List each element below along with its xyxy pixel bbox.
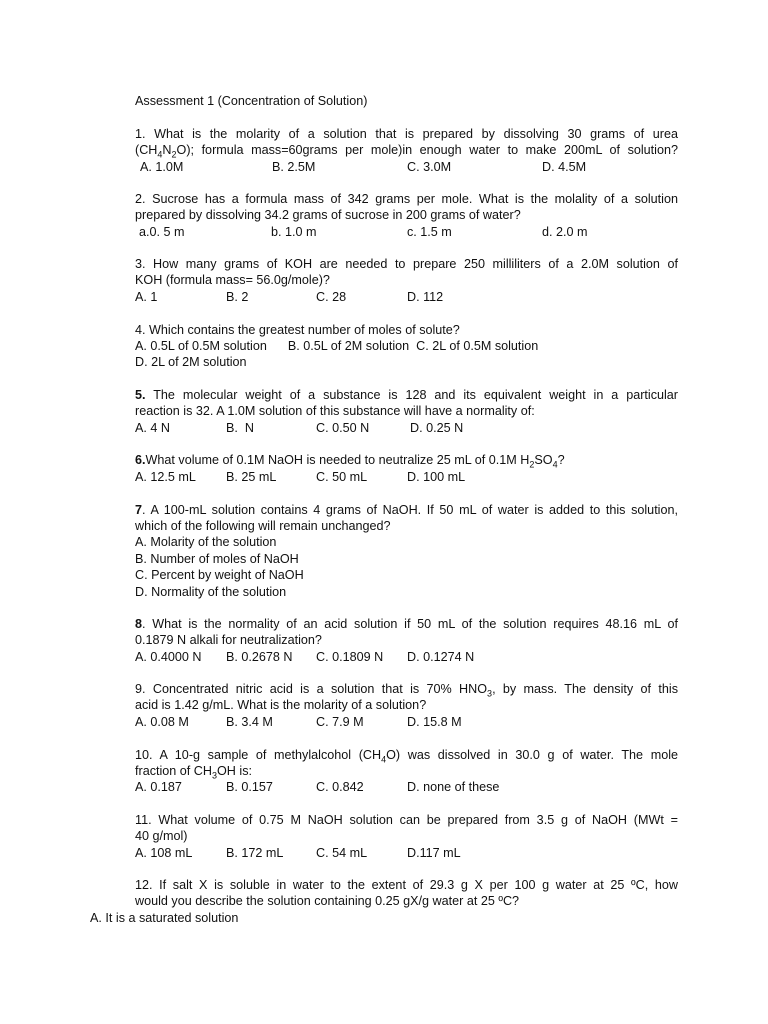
q5-line2: reaction is 32. A 1.0M solution of this substance will have a normality of: xyxy=(135,404,535,418)
q6-option-a: A. 12.5 mL xyxy=(135,470,196,484)
q1-option-b: B. 2.5M xyxy=(272,160,316,174)
q8-option-d: D. 0.1274 N xyxy=(407,650,475,664)
q11-line2: 40 g/mol) xyxy=(135,829,188,843)
q10-option-d: D. none of these xyxy=(407,780,500,794)
q2-option-d: d. 2.0 m xyxy=(542,225,588,239)
q9-line2: acid is 1.42 g/mL. What is the molarity of a solution? xyxy=(135,698,427,712)
q8-line1: 8. What is the normality of an acid solution if 50 mL of the solution requires 48.16 mL of xyxy=(135,617,678,631)
q2-line1: 2. Sucrose has a formula mass of 342 grams per mole. What is the molality of a solution xyxy=(135,192,678,206)
q3-option-b: B. 2 xyxy=(226,290,249,304)
q9-option-d: D. 15.8 M xyxy=(407,715,462,729)
q7-choice-d: D. Normality of the solution xyxy=(135,585,287,599)
q5-number: 5. xyxy=(135,388,146,402)
q10-line2: fraction of $CH_3OH$ is: xyxy=(135,764,252,781)
q9-line1: 9. Concentrated nitric acid is a solution that is 70% $HNO_3$, by mass. The density of this xyxy=(135,682,678,699)
q8-option-c: C. 0.1809 N xyxy=(316,650,384,664)
q1-line2: $(CH_4N_2O)$; formula mass=60grams per mole)in enough water to make 200mL of solution? xyxy=(135,143,678,160)
q10-line1: 10. A 10-g sample of methylalcohol $(CH_4O)$ was dissolved in 30.0 g of water. The mole xyxy=(135,748,678,765)
q10-option-c: C. 0.842 xyxy=(316,780,364,794)
q7-line1: 7. A 100-mL solution contains 4 grams of NaOH. If 50 mL of water is added to this solution, xyxy=(135,503,678,517)
q9-option-a: A. 0.08 M xyxy=(135,715,189,729)
q7-line2: which of the following will remain unchanged? xyxy=(135,519,391,533)
q3-line1: 3. How many grams of KOH are needed to prepare 250 milliliters of a 2.0M solution of xyxy=(135,257,678,271)
q1-option-d: D. 4.5M xyxy=(542,160,587,174)
q6-line1: 6.What volume of 0.1M NaOH is needed to neutralize 25 mL of 0.1M $H_2SO_4$? xyxy=(135,453,565,470)
q9-option-b: B. 3.4 M xyxy=(226,715,273,729)
q10-option-a: A. 0.187 xyxy=(135,780,182,794)
q8-line2: 0.1879 N alkali for neutralization? xyxy=(135,633,322,647)
q1-option-c: C. 3.0M xyxy=(407,160,452,174)
q1-option-a: A. 1.0M xyxy=(140,160,184,174)
q9-option-c: C. 7.9 M xyxy=(316,715,364,729)
q12-line1: 12. If salt X is soluble in water to the extent of 29.3 g X per 100 g water at 25 ºC, how xyxy=(135,878,678,892)
q3-option-a: A. 1 xyxy=(135,290,158,304)
q1-line1: 1. What is the molarity of a solution that is prepared by dissolving 30 grams of urea xyxy=(135,127,678,141)
q3-option-d: D. 112 xyxy=(407,290,444,304)
q2-option-a: a.0. 5 m xyxy=(139,225,185,239)
q5-option-a: A. 4 N xyxy=(135,421,170,435)
assessment-title: Assessment 1 (Concentration of Solution) xyxy=(135,94,368,108)
q6-option-d: D. 100 mL xyxy=(407,470,466,484)
q4-line1: 4. Which contains the greatest number of moles of solute? xyxy=(135,323,460,337)
q2-line2: prepared by dissolving 34.2 grams of sucrose in 200 grams of water? xyxy=(135,208,521,222)
q12-line2: would you describe the solution containing 0.25 gX/g water at 25 ºC? xyxy=(135,894,520,908)
q12-choice-a: A. It is a saturated solution xyxy=(90,911,239,925)
q4-line2: A. 0.5L of 0.5M solution B. 0.5L of 2M solution C. 2L of 0.5M solution xyxy=(135,339,539,353)
q6-number: 6. xyxy=(135,453,146,467)
q7-choice-b: B. Number of moles of NaOH xyxy=(135,552,299,566)
q2-option-b: b. 1.0 m xyxy=(271,225,317,239)
q11-line1: 11. What volume of 0.75 M NaOH solution can be prepared from 3.5 g of NaOH (MWt = xyxy=(135,813,678,827)
q11-option-d: D.117 mL xyxy=(407,846,461,860)
q11-option-b: B. 172 mL xyxy=(226,846,284,860)
q2-option-c: c. 1.5 m xyxy=(407,225,452,239)
q3-option-c: C. 28 xyxy=(316,290,347,304)
q7-choice-a: A. Molarity of the solution xyxy=(135,535,277,549)
q5-option-d: D. 0.25 N xyxy=(410,421,464,435)
q8-option-b: B. 0.2678 N xyxy=(226,650,293,664)
q4-line3: D. 2L of 2M solution xyxy=(135,355,247,369)
q6-option-b: B. 25 mL xyxy=(226,470,277,484)
q7-choice-c: C. Percent by weight of NaOH xyxy=(135,568,304,582)
q10-option-b: B. 0.157 xyxy=(226,780,273,794)
q11-option-c: C. 54 mL xyxy=(316,846,368,860)
q8-number: 8 xyxy=(135,617,143,631)
q8-option-a: A. 0.4000 N xyxy=(135,650,202,664)
q5-option-c: C. 0.50 N xyxy=(316,421,370,435)
q5-option-b: B. N xyxy=(226,421,254,435)
q7-number: 7 xyxy=(135,503,143,517)
q11-option-a: A. 108 mL xyxy=(135,846,193,860)
q5-line1: 5. The molecular weight of a substance is 128 and its equivalent weight in a particular xyxy=(135,388,678,402)
q3-line2: KOH (formula mass= 56.0g/mole)? xyxy=(135,273,330,287)
q6-option-c: C. 50 mL xyxy=(316,470,368,484)
